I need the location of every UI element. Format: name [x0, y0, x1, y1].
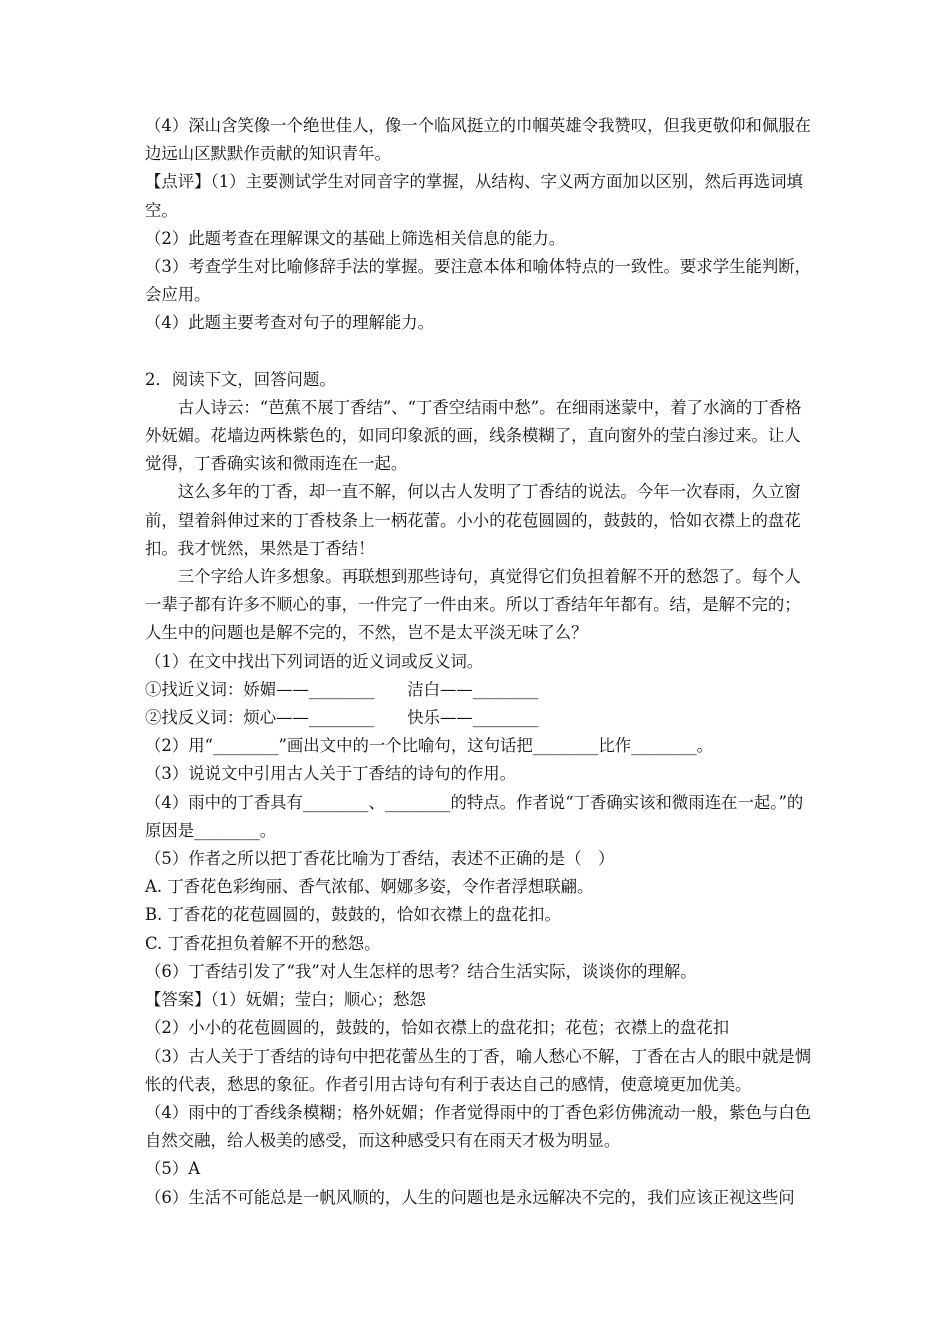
answer-5: （5）A: [145, 1159, 201, 1179]
comment-1-text: 【点评】（1）主要测试学生对同音字的掌握，从结构、字义两方面加以区别，然后再选词填空。: [145, 172, 803, 220]
comment-2-text: （2）此题考查在理解课文的基础上筛选相关信息的能力。: [145, 228, 566, 248]
answer-1: 【答案】（1）妩媚；莹白；顺心；愁怨: [145, 990, 426, 1010]
section-gap: [145, 338, 815, 366]
subquestion-2: （2）用“________”画出文中的一个比喻句，这句话把________比作________。: [145, 736, 714, 756]
comment-4-text: （4）此题主要考查对句子的理解能力。: [145, 313, 435, 333]
subquestion-1-antonyms: ②找反义词：烦心——________ 快乐——________: [145, 708, 539, 728]
answer-4: （4）雨中的丁香线条模糊；格外妩媚；作者觉得雨中的丁香色彩仿佛流动一般，紫色与白色自然交融，给人极美的感受，而这种感受只有在雨天才极为明显。: [145, 1102, 812, 1151]
option-a: A. 丁香花色彩绚丽、香气浓郁、婀娜多姿，令作者浮想联翩。: [145, 877, 594, 897]
passage-paragraph-1: 古人诗云：“芭蕉不展丁香结”、“丁香空结雨中愁”。在细雨迷蒙中，着了水滴的丁香格外妩媚。花墙边两株紫色的，如同印象派的画，线条模糊了，直向窗外的莹白渗过来。让人觉得，丁香确实该和微雨连在一起。: [145, 397, 802, 474]
passage-paragraph-3: 三个字给人许多想象。再联想到那些诗句，真觉得它们负担着解不开的愁怨了。每个人一辈子都有许多不顺心的事，一件完了一件由来。所以丁香结年年都有。结，是解不完的；人生中的问题也是解不完的，不然，岂不是太平淡无味了么？: [145, 567, 801, 643]
subquestion-4: （4）雨中的丁香具有________、________的特点。作者说“丁香确实该和微雨连在一起。”的原因是________。: [145, 792, 804, 840]
document-body: [145, 112, 815, 1212]
answer-4-text: （4）深山含笑像一个绝世佳人，像一个临风挺立的巾帼英雄令我赞叹，但我更敬仰和佩服在边远山区默默作贡献的知识青年。: [145, 116, 812, 164]
answer-6: （6）生活不可能总是一帆风顺的，人生的问题也是永远解决不完的，我们应该正视这些问: [145, 1187, 795, 1207]
answer-3: （3）古人关于丁香结的诗句中把花蕾丛生的丁香，喻人愁心不解，丁香在古人的眼中就是惆怅的代表，愁思的象征。作者引用古诗句有利于表达自己的感情，使意境更加优美。: [145, 1046, 812, 1094]
option-c: C. 丁香花担负着解不开的愁怨。: [145, 933, 381, 953]
option-b: B. 丁香花的花苞圆圆的，鼓鼓的，恰如衣襟上的盘花扣。: [145, 905, 561, 925]
subquestion-3: （3）说说文中引用古人关于丁香结的诗句的作用。: [145, 764, 517, 784]
subquestion-1: （1）在文中找出下列词语的近义词或反义词。: [145, 651, 484, 671]
subquestion-6: （6）丁香结引发了“我”对人生怎样的思考？结合生活实际，谈谈你的理解。: [145, 961, 697, 981]
subquestion-1-synonyms: ①找近义词：娇媚——________ 洁白——________: [145, 679, 539, 699]
answer-2: （2）小小的花苞圆圆的，鼓鼓的，恰如衣襟上的盘花扣；花苞；衣襟上的盘花扣: [145, 1018, 730, 1038]
question-2-heading: 2．阅读下文，回答问题。: [145, 369, 336, 389]
comment-3-text: （3）考查学生对比喻修辞手法的掌握。要注意本体和喻体特点的一致性。要求学生能判断，会应用。: [145, 257, 812, 305]
passage-paragraph-2: 这么多年的丁香，却一直不解，何以古人发明了丁香结的说法。今年一次春雨，久立窗前，望着斜伸过来的丁香枝条上一柄花蕾。小小的花苞圆圆的，鼓鼓的，恰如衣襟上的盘花扣。我才恍然，果然是丁香结！: [145, 482, 801, 558]
subquestion-5: （5）作者之所以把丁香花比喻为丁香结，表述不正确的是（ ）: [145, 849, 615, 869]
